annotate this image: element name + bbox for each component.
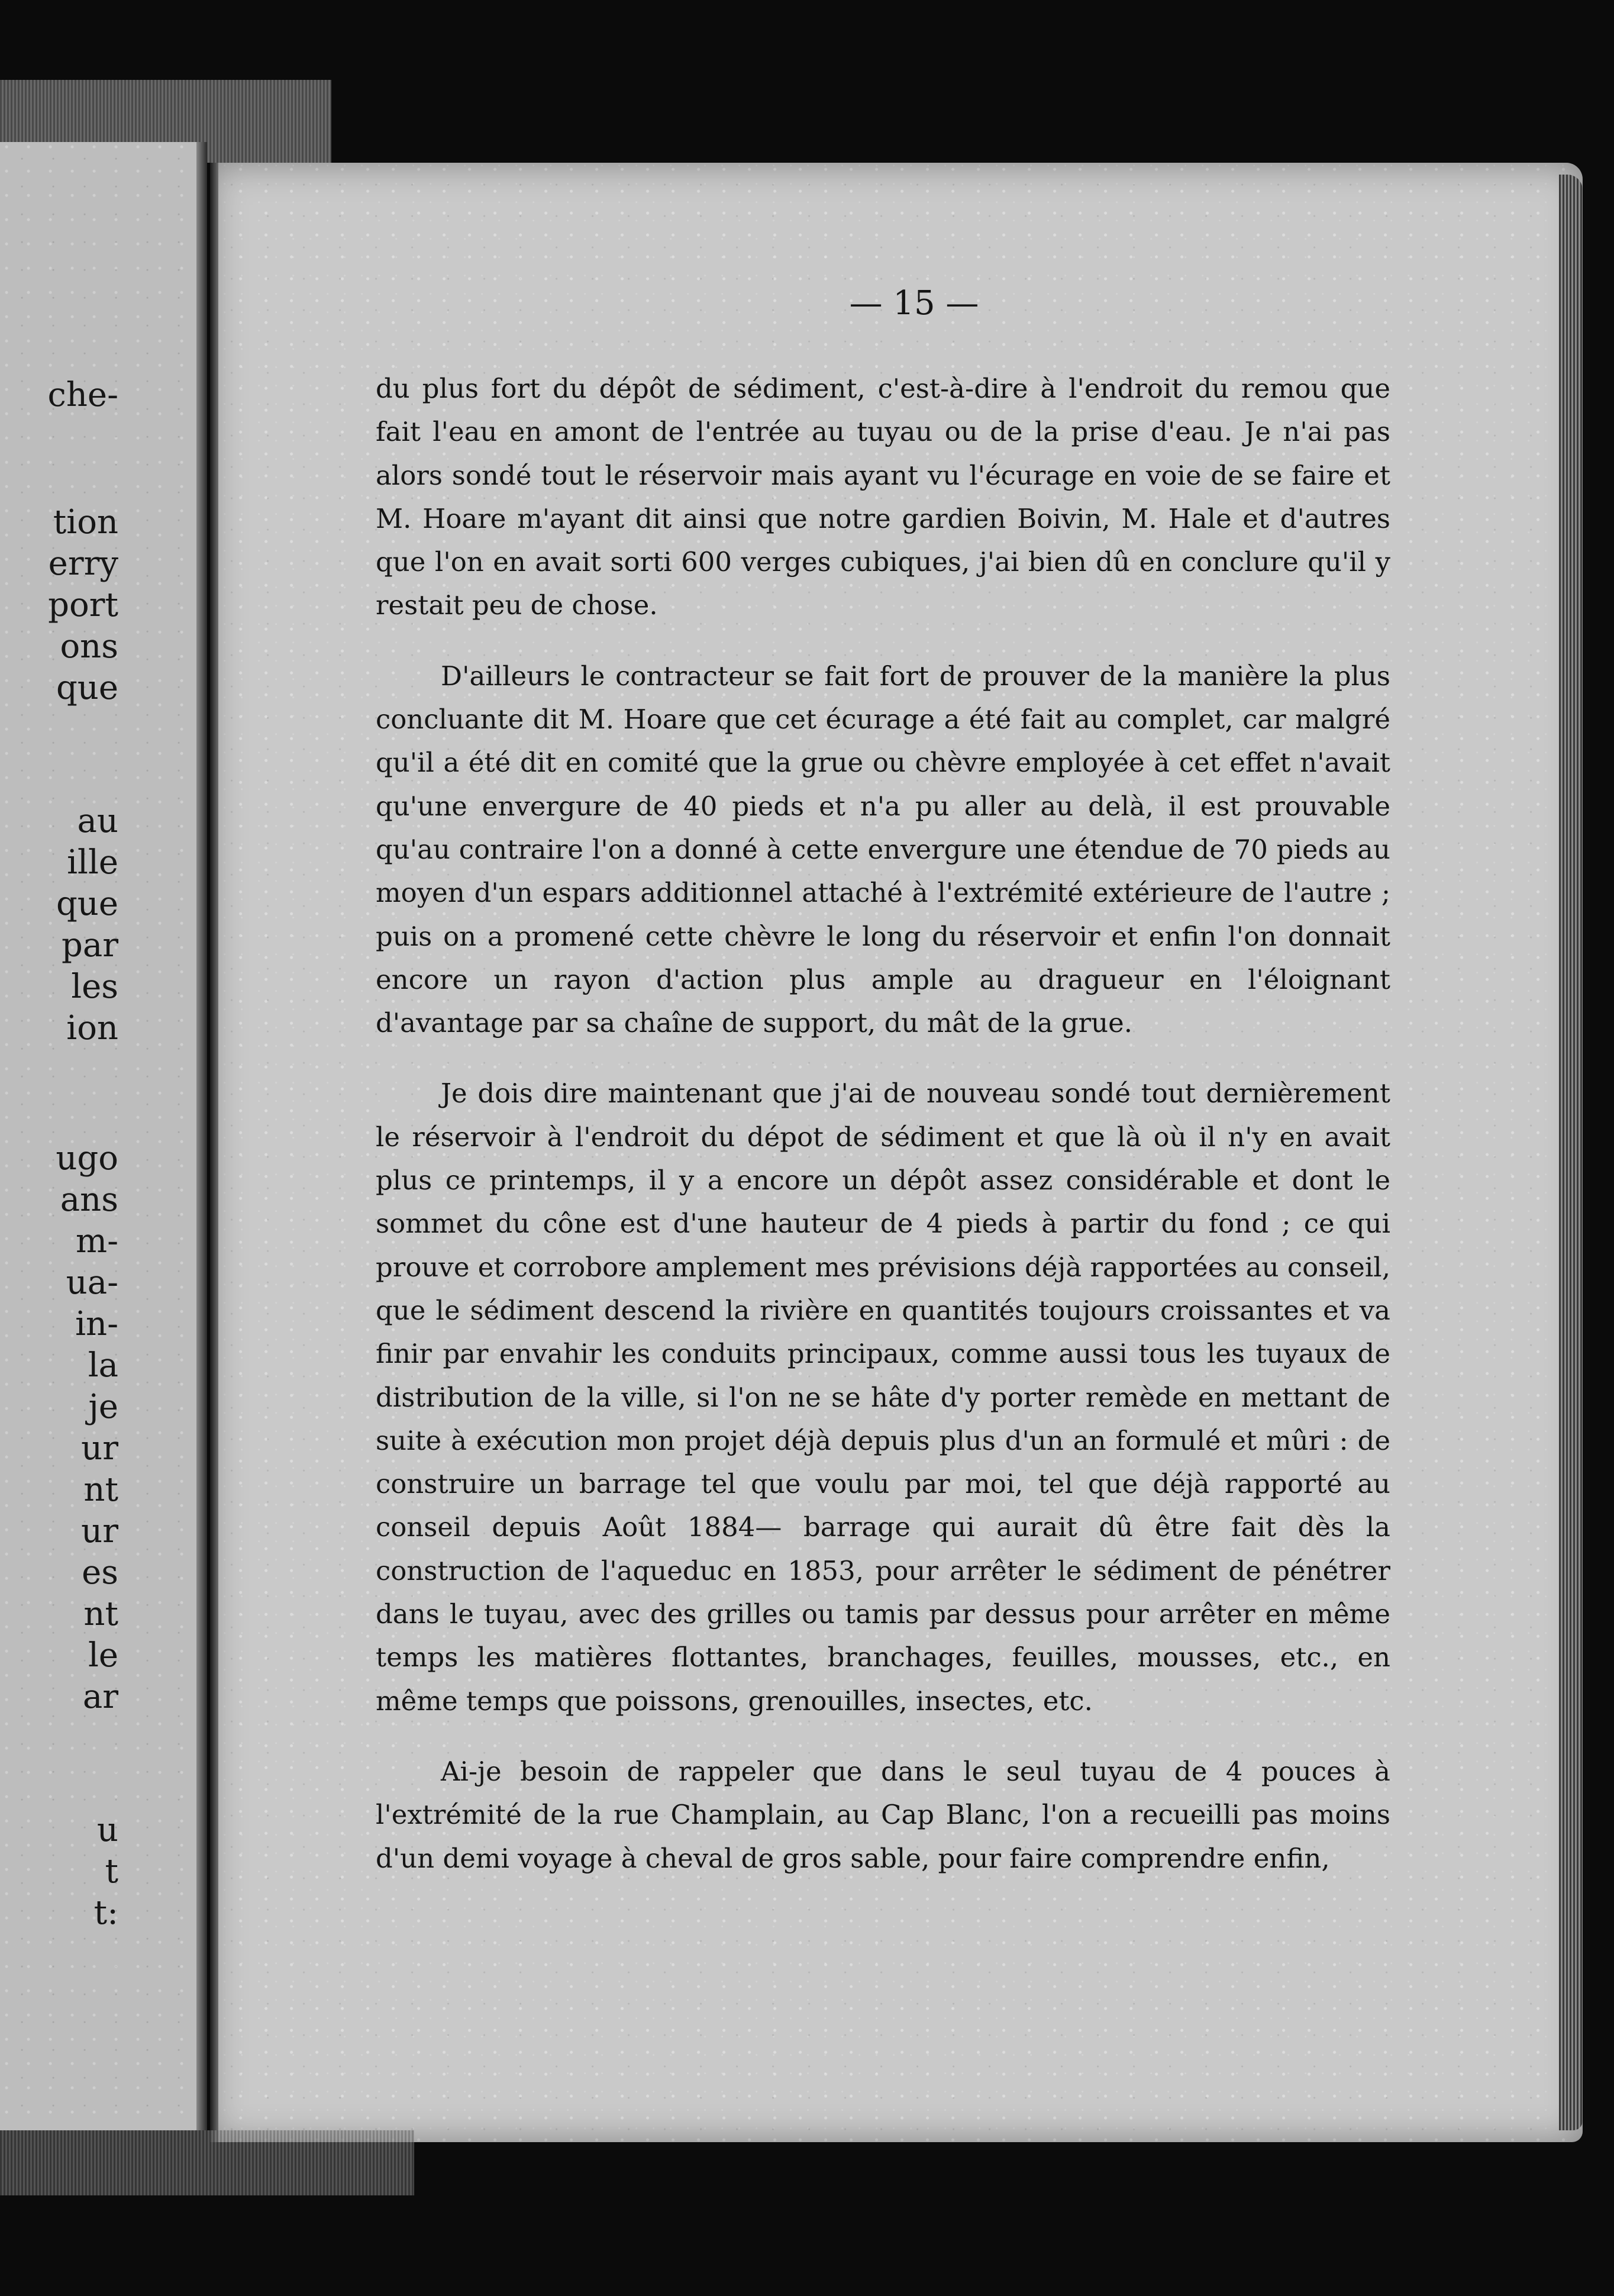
left-page-text-fragments	[0, 142, 118, 2130]
left-fragment: que	[56, 885, 118, 923]
left-facing-page	[0, 142, 207, 2130]
left-fragment: les	[71, 968, 118, 1006]
left-fragment: nt	[83, 1595, 118, 1633]
left-fragment: in-	[75, 1305, 118, 1343]
paragraph: du plus fort du dépôt de sédiment, c'est-à-dire à l'endroit du remou que fait l'eau en amont de l'entrée au tuyau ou de la prise d'eau. Je n'ai pas alors sondé tout le réservoir mais ayant vu l'écurage en voie de se faire et M. Hoare m'ayant dit ainsi que notre gardien Boivin, M. Hale et d'autres que l'on en avait sorti 600 verges cubiques, j'ai bien dû en conclure qu'il y restait peu de chose.	[376, 373, 1390, 621]
left-fragment: ur	[81, 1512, 118, 1550]
left-fragment: je	[88, 1388, 118, 1426]
left-fragment: m-	[75, 1222, 118, 1260]
body-text	[376, 367, 1390, 1880]
scanner-strip-bottom	[0, 2130, 414, 2195]
left-fragment: la	[88, 1346, 118, 1385]
paragraph: Je dois dire maintenant que j'ai de nouveau sondé tout dernièrement le réservoir à l'endroit du dépot de sédiment et que là où il n'y en avait plus ce printemps, il y a encore un dépôt assez considérable et dont le sommet du cône est d'une hauteur de 4 pieds à partir du fond ; ce qui prouve et corrobore amplement mes prévisions déjà rapportées au conseil, que le sédiment descend la rivière en quantités toujours croissantes et va finir par envahir les conduits principaux, comme aussi tous les tuyaux de distribution de la ville, si l'on ne se hâte d'y porter remède en mettant de suite à exécution mon projet déjà depuis plus d'un an formulé et mûri : de construire un barrage tel que voulu par moi, tel que déjà rapporté au conseil depuis Août 1884— barrage qui aurait dû être fait dès la construction de l'aqueduc en 1853, pour arrêter le sédiment de pénétrer dans le tuyau, avec des grilles ou tamis par dessus pour arrêter en même temps les matières flottantes, branchages, feuilles, mousses, etc., en même temps que poissons, grenouilles, insectes, etc.	[376, 1078, 1390, 1717]
left-fragment: erry	[48, 544, 118, 583]
main-page	[210, 163, 1583, 2142]
paragraph: Ai-je besoin de rappeler que dans le seul tuyau de 4 pouces à l'extrémité de la rue Champlain, au Cap Blanc, l'on a recueilli pas moins d'un demi voyage à cheval de gros sable, pour faire comprendre enfin,	[376, 1755, 1390, 1874]
left-fragment: t	[105, 1852, 118, 1891]
left-fragment: t:	[93, 1894, 118, 1932]
left-fragment: ans	[60, 1181, 118, 1219]
left-fragment: que	[56, 669, 118, 707]
left-fragment: es	[82, 1553, 118, 1592]
paragraph: D'ailleurs le contracteur se fait fort de prouver de la manière la plus concluante dit M. Hoare que cet écurage a été fait au complet, car malgré qu'il a été dit en comité que la grue ou chèvre employée à cet effet n'avait qu'une envergure de 40 pieds et n'a pu aller au delà, il est prouvable qu'au contraire l'on a donné à cette envergure une étendue de 70 pieds au moyen d'un espars additionnel attaché à l'extrémité extérieure de l'autre ; puis on a promené cette chèvre le long du réservoir et enfin l'on donnait encore un rayon d'action plus ample au dragueur en l'éloignant d'avantage par sa chaîne de support, du mât de la grue.	[376, 660, 1390, 1039]
left-fragment: port	[48, 586, 118, 624]
left-fragment: ille	[67, 843, 118, 882]
left-fragment: ur	[81, 1429, 118, 1468]
left-fragment: nt	[83, 1471, 118, 1509]
book-gutter	[210, 163, 218, 2142]
left-fragment: ion	[66, 1009, 118, 1047]
left-fragment: ar	[82, 1678, 118, 1716]
left-fragment: ons	[60, 627, 118, 666]
left-fragment: u	[96, 1811, 118, 1849]
left-fragment: che-	[47, 376, 118, 414]
left-fragment: ua-	[66, 1263, 118, 1302]
left-fragment: le	[88, 1636, 118, 1675]
left-fragment: ugo	[56, 1139, 118, 1178]
page-number: — 15 —	[849, 284, 979, 323]
left-fragment: tion	[53, 503, 118, 541]
left-fragment: par	[61, 926, 118, 965]
left-fragment: au	[77, 802, 118, 840]
page-edge-stack	[1559, 175, 1583, 2130]
